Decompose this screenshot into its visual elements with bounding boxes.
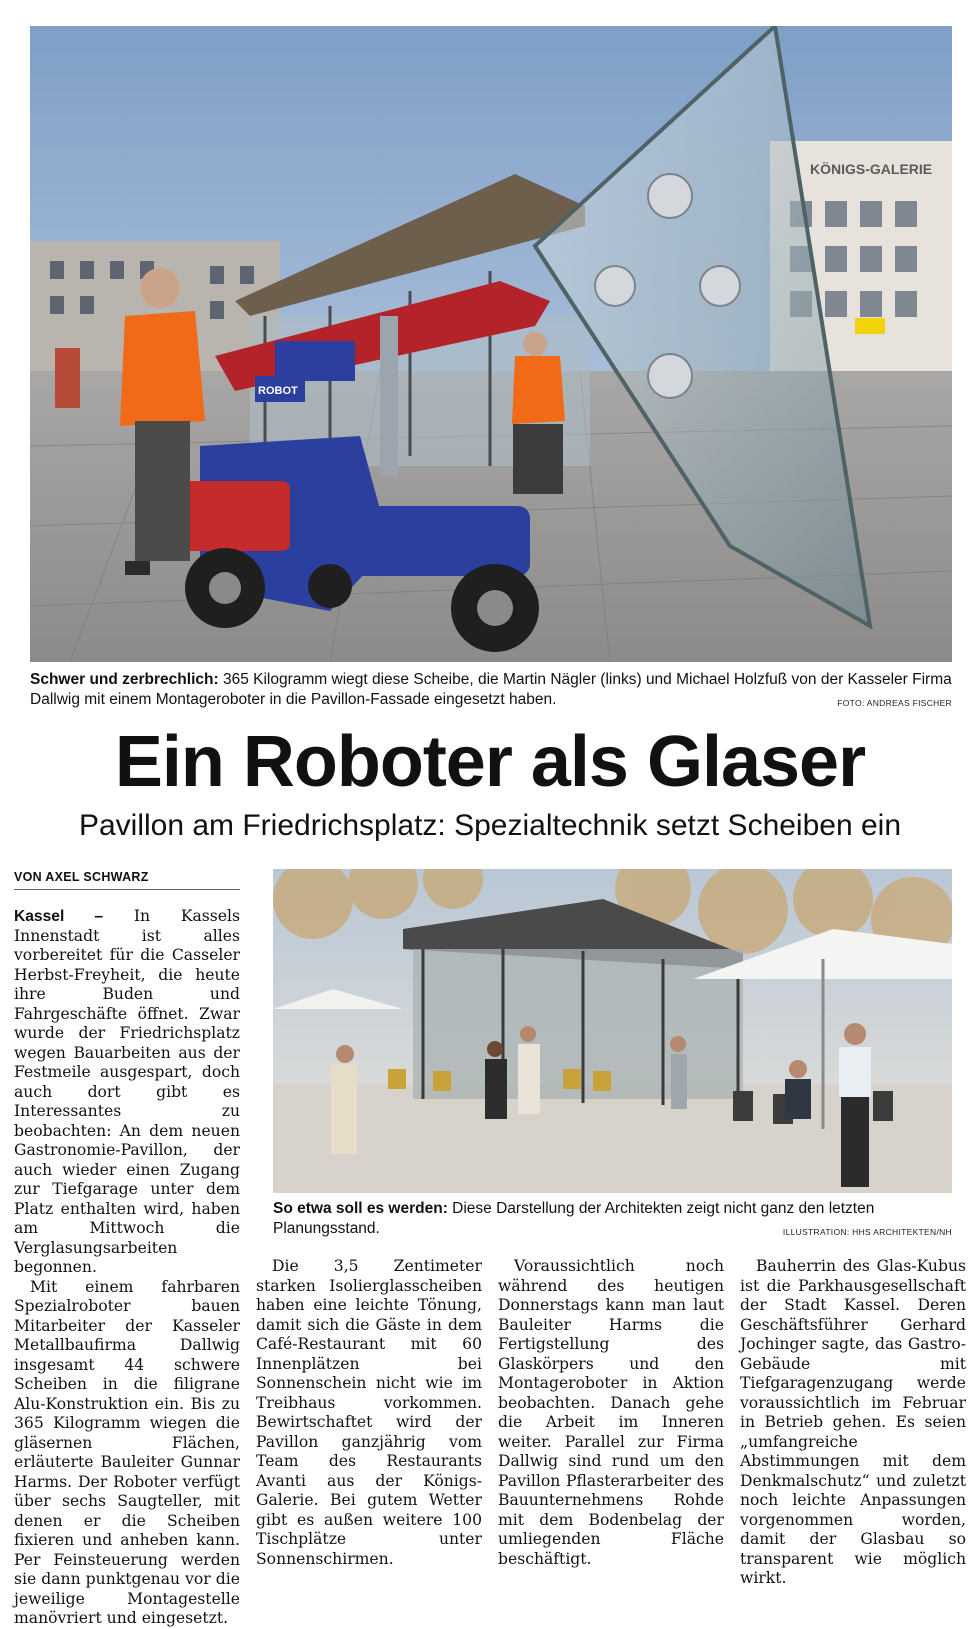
paragraph-glass: Die 3,5 Zentimeter starken Isolierglasscheiben haben eine leichte Tönung, damit sich die Gäste in dem Café-Restaurant mit 60 Innenplätzen bei Sonnenschein nicht wie im Treibhaus vorkommen. Bewirtschaftet wird der Pavillon ganzjährig vom Team des Restaurants Avanti aus der Königs-Galerie. Bei gutem Wetter gibt es außen weitere 100 Tischplätze unter Sonnenschirmen. [256,1257,482,1568]
intro-text: In Kassels Innenstadt ist alles vorbereitet für die Casseler Herbst-Freyheit, die heute ihre Buden und Fahrgeschäfte öffnet. Zwar wurde der Friedrichsplatz wegen Bauarbeiten aus der Festmeile ausgespart, doch auch dort gibt es Interessantes zu beobachten: An dem neuen Gastronomie-Pavillon, der auch wieder einen Zugang zur Tiefgarage unter dem Platz enthalten wird, haben am Mittwoch die Verglasungsarbeiten begonnen. [14,907,240,1276]
article-headline: Ein Roboter als Glaser [114,722,866,802]
illustration-caption-text: Diese Darstellung der Architekten zeigt nicht ganz den letzten Planungsstand. [273,1200,875,1237]
article-subheadline: Pavillon am Friedrichsplatz: Spezialtechnik setzt Scheiben ein [78,809,902,842]
photo-caption [30,670,952,710]
paragraph-owner: Bauherrin des Glas-Kubus ist die Parkhausgesellschaft der Stadt Kassel. Deren Geschäftsführer Gerhard Jochinger sagte, das Gastro-Gebäude mit Tiefgaragenzugang werde voraussichtlich im Februar in Betrieb gehen. Es seien „umfangreiche Abstimmungen mit dem Denkmalschutz“ und zuletzt noch leichte Anpassungen vorgenommen worden, damit der Glasbau so transparent wie möglich wirkt. [740,1257,966,1587]
pavilion-illustration [273,869,952,1193]
photo-credit: FOTO: ANDREAS FISCHER [837,698,952,708]
paragraph-intro [14,907,240,1278]
robot-label: ROBOT [258,385,298,397]
article-column-1 [14,907,240,1629]
paragraph-robot: Mit einem fahrbaren Spezialroboter bauen Mitarbeiter der Kasseler Metallbaufirma Dallwig insgesamt 44 schwere Scheiben in die filigrane Alu-Konstruktion ein. Bis zu 365 Kilogramm wiegen die gläsernen Flächen, erläuterte Bauleiter Gunnar Harms. Der Roboter verfügt über sechs Saugteller, mit denen er die Scheiben fixieren und anheben kann. Per Feinsteuerung werden sie dann punktgenau vor die jeweilige Montagestelle manövriert und eingesetzt. [14,1277,240,1627]
photo-caption-lead: Schwer und zerbrechlich: [30,671,219,688]
article-column-3 [498,1257,724,1569]
paragraph-schedule: Voraussichtlich noch während des heutigen Donnerstags kann man laut Bauleiter Harms die Fertigstellung des Glaskörpers und den Montageroboter in Aktion beobachten. Danach gehe die Arbeit im Inneren weiter. Parallel zur Firma Dallwig sind rund um den Pavillon Pflasterarbeiter des Bauunternehmens Rohde mit dem Bodenbelag der umliegenden Fläche beschäftigt. [498,1257,724,1568]
article-column-4 [740,1257,966,1589]
illustration-caption-lead: So etwa soll es werden: [273,1200,448,1217]
illustration-credit: ILLUSTRATION: HHS ARCHITEKTEN/NH [782,1227,952,1237]
dateline: Kassel – [14,908,104,925]
byline: VON AXEL SCHWARZ [14,870,240,890]
koenigs-galerie-sign: KÖNIGS-GALERIE [810,161,933,177]
robot-glazier-photo [30,26,952,662]
article-column-2 [256,1257,482,1569]
photo-caption-text: 365 Kilogramm wiegt diese Scheibe, die Martin Nägler (links) und Michael Holzfuß von der Kasseler Firma Dallwig mit einem Montageroboter in die Pavillon-Fassade eingesetzt haben. [30,671,952,708]
